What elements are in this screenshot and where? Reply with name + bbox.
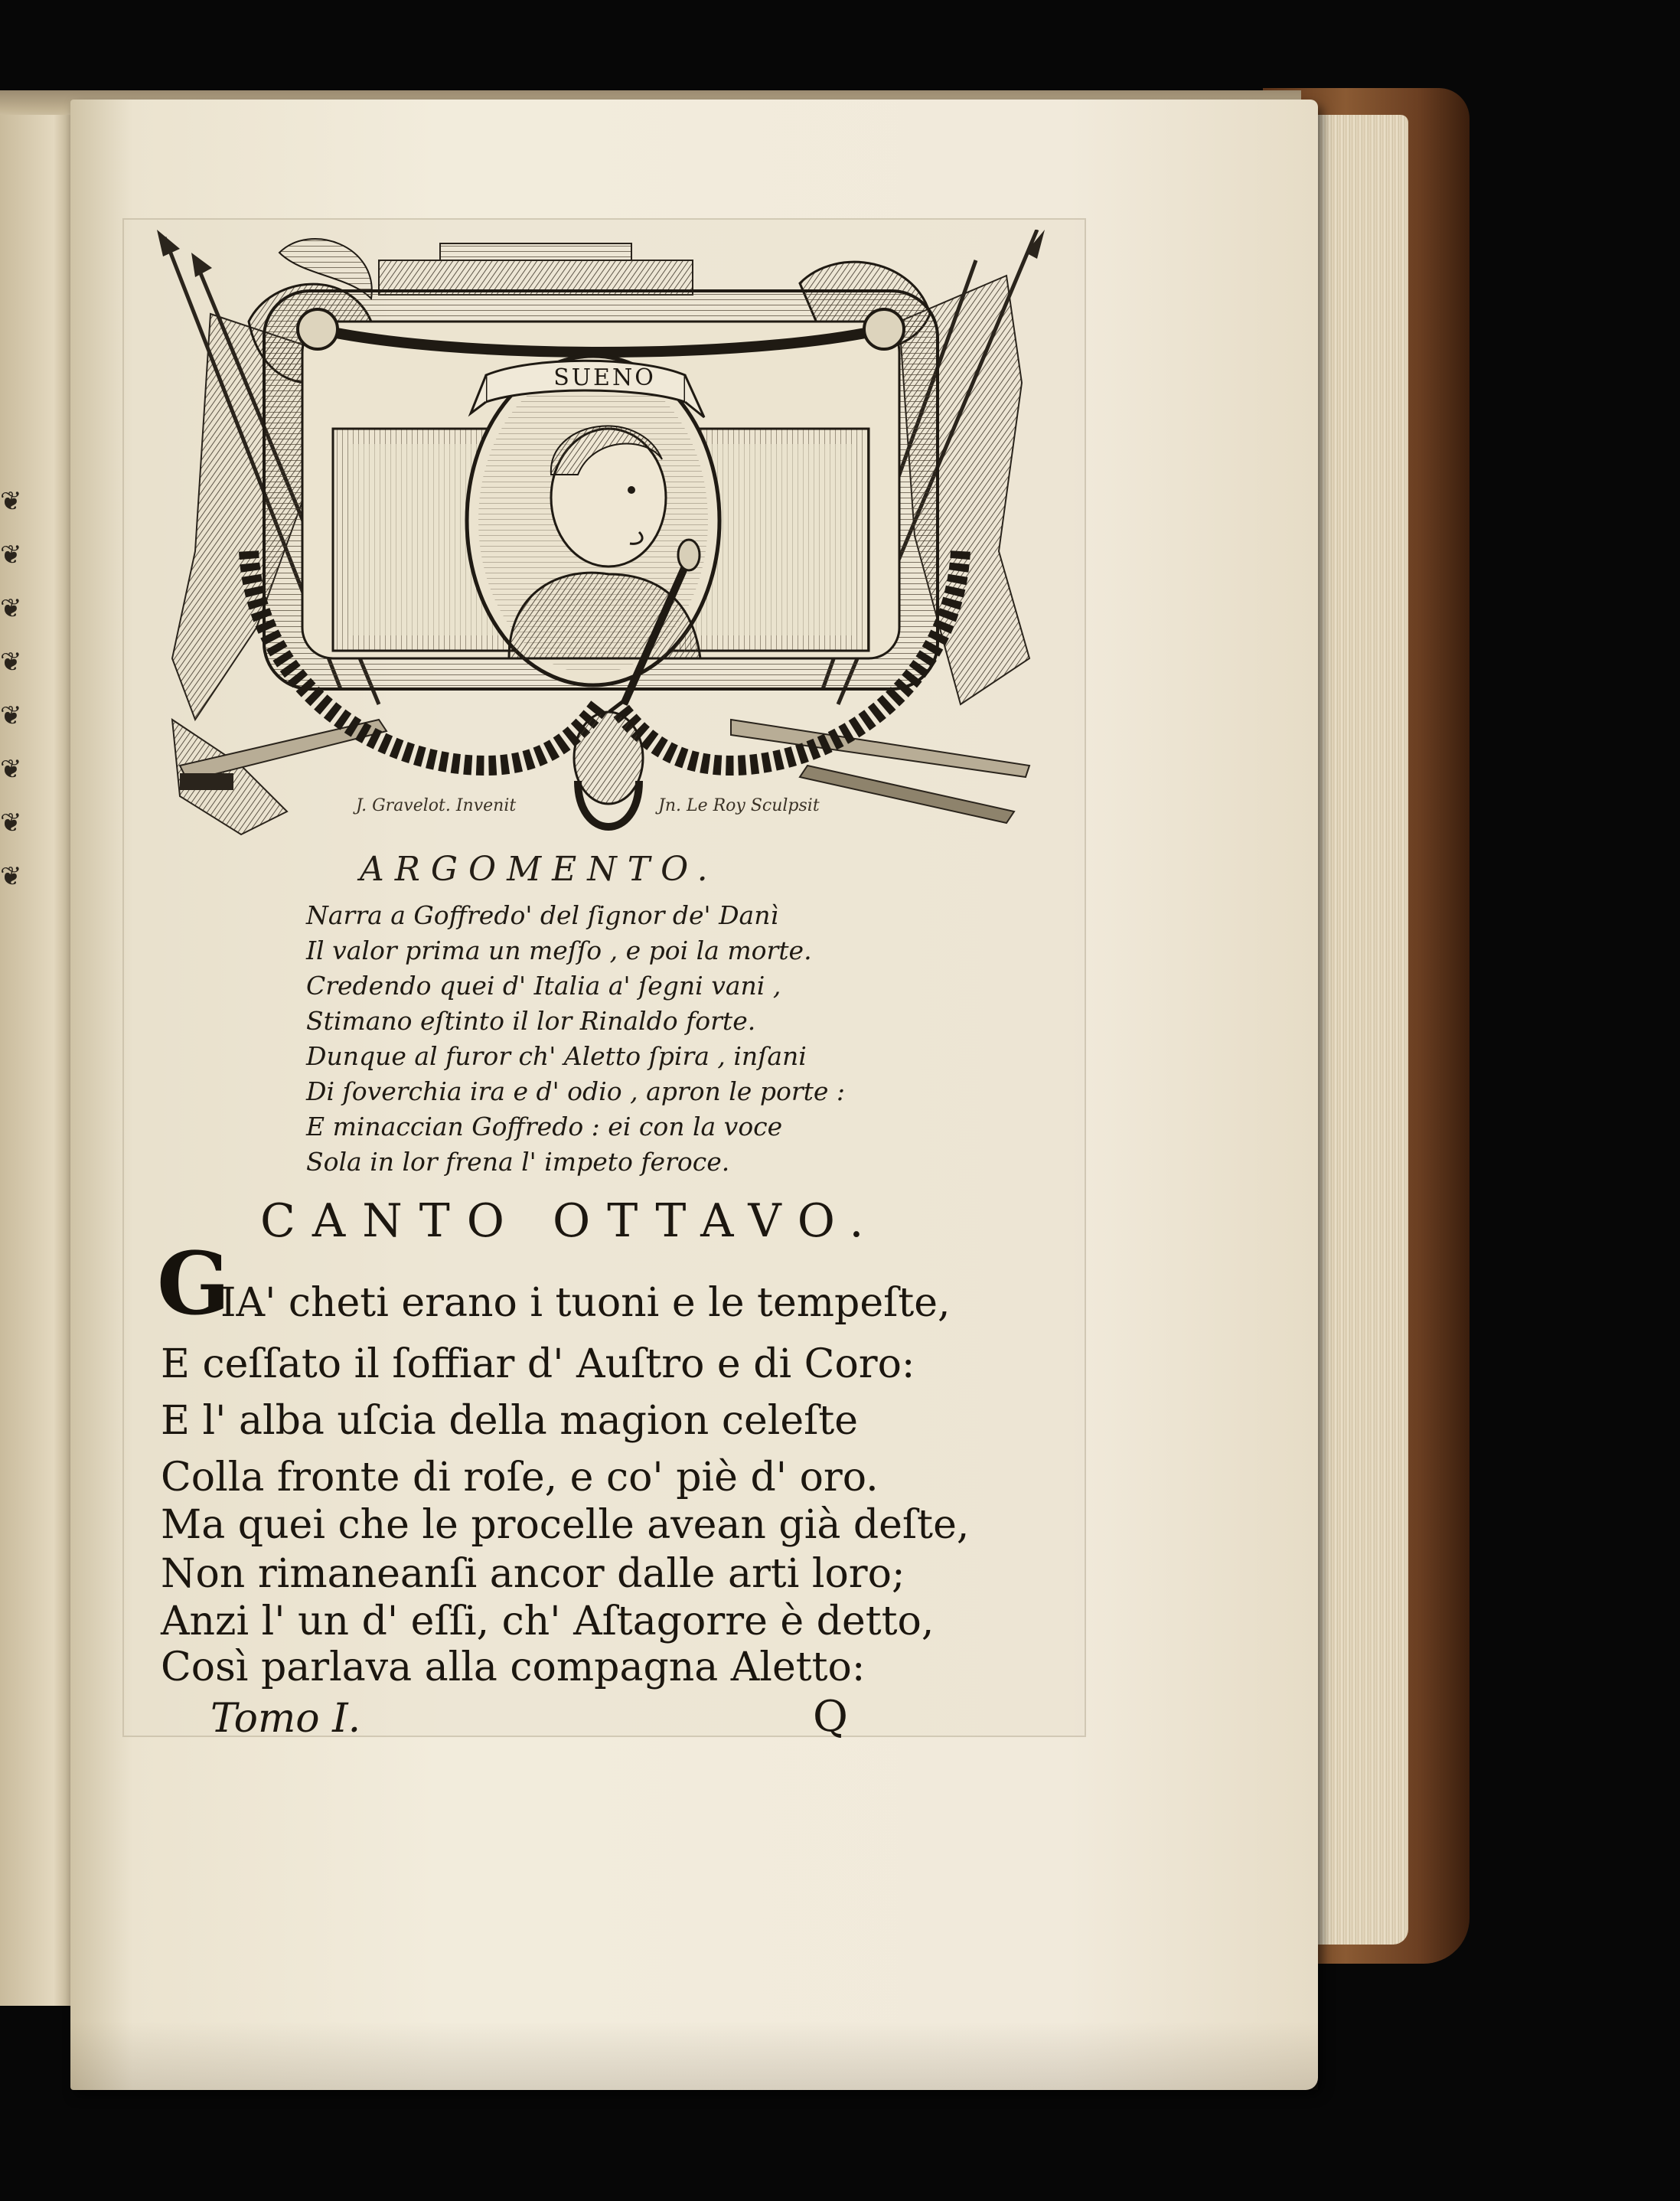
drop-cap: G [157, 1234, 230, 1334]
verse-line: Ma quei che le procelle avean già deſte, [161, 1502, 970, 1548]
verse-line: Così parlava alla compagna Aletto: [161, 1644, 866, 1690]
volume-number: Tomo I. [210, 1696, 361, 1742]
argomento-heading: ARGOMENTO. [360, 850, 719, 889]
page-shadow [70, 2021, 1318, 2090]
engraving-credit-designer: J. Gravelot. Invenit [356, 796, 517, 815]
ornament-glyph: ❦ [0, 540, 22, 570]
argomento-line: Credendo quei d' Italia a' ſegni vani , [306, 971, 781, 1001]
pedestal-top [379, 243, 693, 295]
argomento-line: Stimano eſtinto il lor Rinaldo forte. [306, 1006, 756, 1036]
argomento-line: Dunque al furor ch' Aletto ſpira , inſani [306, 1041, 807, 1071]
argomento-line: Narra a Goffredo' del ſignor de' Danì [306, 900, 779, 930]
portrait-engraving [149, 230, 1052, 850]
ornament-glyph: ❦ [0, 593, 22, 624]
argomento-line: Di ſoverchia ira e d' odio , apron le porte : [306, 1076, 845, 1106]
argomento-line: Il valor prima un meſſo , e poi la morte. [306, 936, 812, 965]
ornament-glyph: ❦ [0, 647, 22, 678]
ornament-glyph: ❦ [0, 700, 22, 731]
verse-line: E ceſſato il ſoffiar d' Auſtro e di Coro: [161, 1341, 915, 1387]
signature-mark: Q [813, 1692, 848, 1742]
verse-line: E l' alba uſcia della magion celeſte [161, 1398, 859, 1444]
banner-label: SUENO [553, 364, 656, 391]
canto-title: CANTO OTTAVO. [260, 1194, 881, 1248]
verse-line: Non rimaneanſi ancor dalle arti loro; [161, 1551, 905, 1597]
ornament-glyph: ❦ [0, 808, 22, 838]
left-page-ornaments [0, 475, 23, 903]
verse-line-first: IA' cheti erano i tuoni e le tempeſte, [220, 1280, 951, 1326]
ornament-glyph: ❦ [0, 861, 22, 892]
verse-line: Colla fronte di roſe, e co' piè d' oro. [161, 1455, 879, 1501]
ornament-glyph: ❦ [0, 754, 22, 785]
argomento-line: Sola in lor frena l' impeto feroce. [306, 1147, 730, 1177]
ornament-glyph: ❦ [0, 486, 22, 517]
left-page-edge [0, 115, 77, 2006]
argomento-line: E minaccian Goffredo : ei con la voce [306, 1112, 783, 1141]
engraving-credit-engraver: Jn. Le Roy Sculpsit [658, 796, 820, 815]
verse-line: Anzi l' un d' eſſi, ch' Aſtagorre è detto, [161, 1599, 935, 1644]
